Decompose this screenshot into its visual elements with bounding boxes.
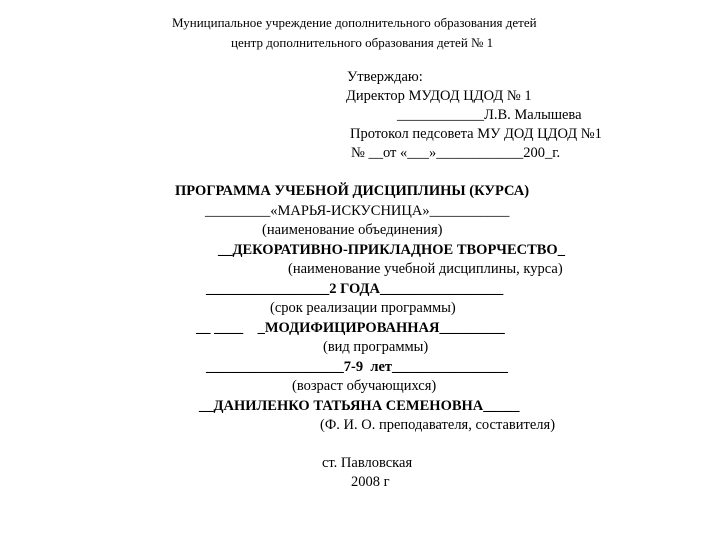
program-discipline: __ДЕКОРАТИВНО-ПРИКЛАДНОЕ ТВОРЧЕСТВО_: [218, 242, 565, 258]
program-author: __ДАНИЛЕНКО ТАТЬЯНА СЕМЕНОВНА_____: [199, 398, 520, 414]
approval-signature: ____________Л.В. Малышева: [397, 107, 582, 123]
approval-number-date: № __от «___»____________200_г.: [351, 145, 561, 161]
program-author-caption: (Ф. И. О. преподавателя, составителя): [320, 417, 556, 433]
approval-director: Директор МУДОД ЦДОД № 1: [346, 88, 532, 104]
program-name: _________«МАРЬЯ-ИСКУСНИЦА»___________: [205, 203, 510, 219]
approval-heading: Утверждаю:: [347, 69, 423, 85]
org-line-2: центр дополнительного образования детей № 1: [231, 35, 494, 50]
program-duration-caption: (срок реализации программы): [270, 300, 456, 316]
program-duration: _________________2 ГОДА_________________: [206, 281, 504, 297]
footer-place: ст. Павловская: [322, 455, 413, 471]
program-name-caption: (наименование объединения): [262, 222, 443, 238]
program-age-caption: (возраст обучающихся): [292, 378, 437, 394]
org-line-1: Муниципальное учреждение дополнительного образования детей: [172, 15, 537, 30]
program-discipline-caption: (наименование учебной дисциплины, курса): [288, 261, 563, 277]
program-title: ПРОГРАММА УЧЕБНОЙ ДИСЦИПЛИНЫ (КУРСА): [175, 183, 530, 199]
footer-year: 2008 г: [351, 474, 390, 490]
program-type-caption: (вид программы): [323, 339, 429, 355]
approval-protocol: Протокол педсовета МУ ДОД ЦДОД №1: [350, 126, 602, 142]
program-age: ___________________7-9 лет________________: [206, 359, 509, 375]
program-type: __ ____ _МОДИФИЦИРОВАННАЯ_________: [196, 320, 505, 336]
